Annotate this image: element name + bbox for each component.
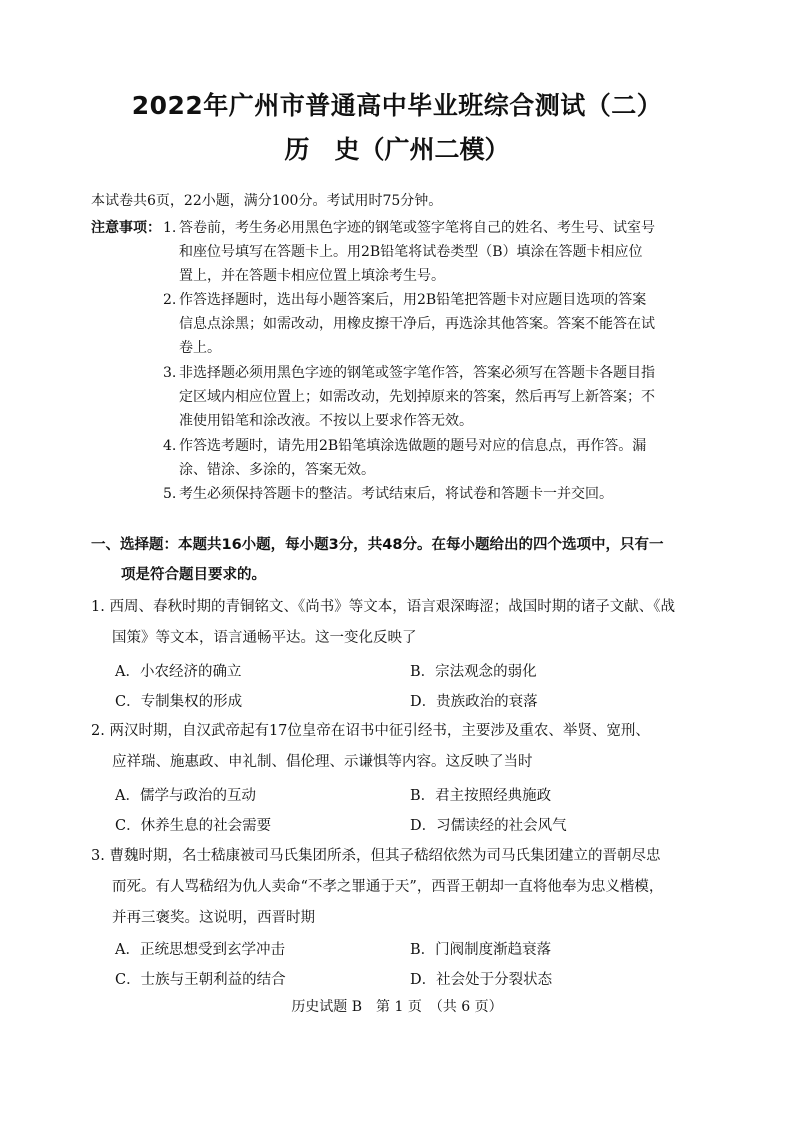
question-3	[91, 841, 721, 934]
notice-line: 答卷前，考生务必用黑色字迹的钢笔或签字笔将自己的姓名、考生号、试室号	[179, 220, 655, 236]
notice-label: 注意事项：	[91, 220, 161, 236]
option-b[interactable]: B．门阀制度渐趋衰落	[410, 942, 552, 958]
notice-line: 作答选考题时，请先用2B铅笔填涂选做题的题号对应的信息点，再作答。漏	[179, 438, 647, 454]
option-b[interactable]: B．君主按照经典施政	[410, 788, 552, 804]
question-line: 2. 两汉时期，自汉武帝起有17位皇帝在诏书中征引经书，主要涉及重农、举贤、宽刑、	[91, 723, 650, 739]
question-line: 3. 曹魏时期，名士嵇康被司马氏集团所杀，但其子嵇绍依然为司马氏集团建立的晋朝尽忠	[91, 848, 661, 864]
question-line: 而死。有人骂嵇绍为仇人卖命“不孝之罪通于天”，西晋王朝却一直将他奉为忠义楷模，	[112, 879, 664, 895]
exam-title: 2022年广州市普通高中毕业班综合测试（二）	[131, 91, 663, 120]
notice-item-number: 2.	[163, 292, 177, 308]
option-b[interactable]: B．宗法观念的弱化	[410, 664, 537, 680]
notice-line: 作答选择题时，选出每小题答案后，用2B铅笔把答题卡对应题目选项的答案	[179, 292, 647, 308]
option-d[interactable]: D．社会处于分裂状态	[410, 972, 553, 988]
notice-item-number: 4.	[163, 438, 177, 454]
notice-item-number: 3.	[163, 365, 177, 381]
notice-line: 考生必须保持答题卡的整洁。考试结束后，将试卷和答题卡一并交回。	[179, 486, 613, 502]
exam-intro: 本试卷共6页，22小题，满分100分。考试用时75分钟。	[91, 193, 443, 209]
notice-line: 准使用铅笔和涂改液。不按以上要求作答无效。	[179, 413, 473, 429]
notice-line: 卷上。	[179, 340, 221, 356]
option-a[interactable]: A．小农经济的确立	[115, 664, 242, 680]
option-a[interactable]: A．儒学与政治的互动	[115, 788, 256, 804]
notice-line: 涂、错涂、多涂的，答案无效。	[179, 462, 375, 478]
option-d[interactable]: D．贵族政治的衰落	[410, 694, 538, 710]
notice-line: 非选择题必须用黑色字迹的钢笔或签字笔作答，答案必须写在答题卡各题目指	[179, 365, 655, 381]
section-heading	[91, 530, 721, 590]
notice-line: 信息点涂黑；如需改动，用橡皮擦干净后，再选涂其他答案。答案不能答在试	[179, 316, 655, 332]
section-heading-line: 项是符合题目要求的。	[121, 567, 266, 583]
question-line: 并再三褒奖。这说明，西晋时期	[112, 910, 315, 926]
option-c[interactable]: C．休养生息的社会需要	[115, 818, 272, 834]
option-a[interactable]: A．正统思想受到玄学冲击	[115, 942, 285, 958]
notice-line: 置上，并在答题卡相应位置上填涂考生号。	[179, 268, 445, 284]
question-2	[91, 716, 721, 778]
option-d[interactable]: D．习儒读经的社会风气	[410, 818, 567, 834]
option-c[interactable]: C．专制集权的形成	[115, 694, 243, 710]
notice-line: 定区域内相应位置上；如需改动，先划掉原来的答案，然后再写上新答案；不	[179, 389, 655, 405]
question-line: 1. 西周、春秋时期的青铜铭文、《尚书》等文本，语言艰深晦涩；战国时期的诸子文献、《战	[91, 599, 675, 615]
notice-item-number: 1.	[163, 220, 177, 236]
question-line: 国策》等文本，语言通畅平达。这一变化反映了	[112, 630, 417, 646]
notice-block	[91, 216, 721, 506]
notice-item-number: 5.	[163, 486, 177, 502]
page-footer: 历史试题 B 第 1 页 （共 6 页）	[291, 999, 503, 1015]
exam-subtitle: 历 史（广州二模）	[284, 135, 510, 164]
section-heading-line: 一、选择题：本题共16小题，每小题3分，共48分。在每小题给出的四个选项中，只有一	[91, 537, 664, 553]
option-c[interactable]: C．士族与王朝利益的结合	[115, 972, 286, 988]
notice-line: 和座位号填写在答题卡上。用2B铅笔将试卷类型（B）填涂在答题卡相应位	[179, 244, 643, 260]
question-1	[91, 592, 721, 654]
question-line: 应祥瑞、施惠政、申礼制、倡伦理、示谦惧等内容。这反映了当时	[112, 754, 533, 770]
